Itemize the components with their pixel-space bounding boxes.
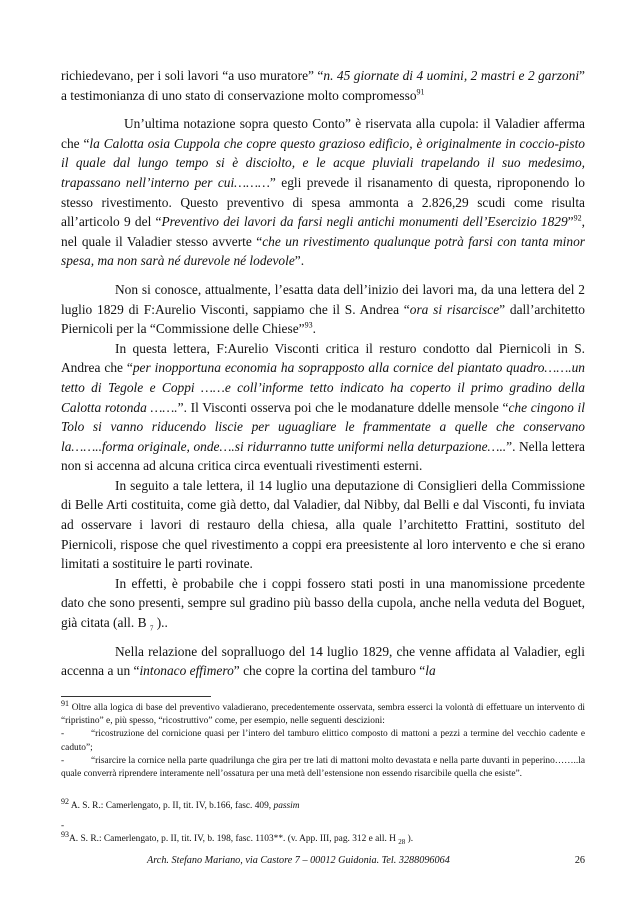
footnote-text: Oltre alla logica di base del preventivo valadierano, precedentemente osservata, sembra esserci la volontà di effettuare un intervento di “ripristino” e, più spesso, “ricostruttivo” come, per esempio, nelle seguenti descizioni: [61,703,585,727]
subscript: 28 [398,838,406,847]
paragraph-3 [61,280,585,339]
text-run: ” egli prevede il risanamento di questa, riproponendo lo stesso rivestimento. Questo preventivo di spesa ammonta a 2.826,29 scudi come risulta all’articolo 9 del “ [61,174,585,230]
quote: che un rivestimento qualunque potrà farsi con tanta minor spesa, ma non sarà né durevole né lodevole [61,233,585,269]
text-run: . [312,321,316,337]
paragraph-4 [61,339,585,476]
text-run: ” a testimonianza di uno stato di conservazione molto compromesso [61,68,585,103]
footnote-text: “ricostruzione del cornicione quasi per l’intero del tamburo elittico composto di mattoni a pezzi a termine del vecchio cadente e caduto”; [61,729,585,753]
quote: la Calotta osia Cuppola che copre questo grazioso edificio, è originalmente in coccio-pisto il quale dal lungo tempo si è disciolto, e le acque pluviali trapelando il suo medesimo, trapassano nell’interno per cui……… [61,135,586,190]
paragraph-1 [61,66,585,105]
paragraph-2 [61,114,585,271]
quote: che cingono il Tolo si vanno riducendo liscie per uguagliare le frammentate a quelle che conservano la……..forma originale, onde….si ridurranno tutte uniformi nella deturpazione….. [61,399,585,454]
footnote-number: 92 [61,796,69,806]
list-dash: - [61,729,65,740]
text-run: ”. Nella lettera non si accenna ad alcuna critica circa eventuali rivestimenti esterni. [61,438,586,474]
footnote-mark: - [61,821,65,831]
quote: n. 45 giornate di 4 uomini, 2 mastri e 2 garzoni [323,68,580,83]
text-run: ”. [294,253,305,269]
paragraph-7 [61,642,585,681]
subscript: 7 [149,624,154,633]
footnote-92 [61,796,585,813]
quote: per inopportuna economia ha soprapposto alla cornice del piantato quadro…….un tetto di Tegole e Coppi ……e coll’informe tetto indicato ha coperto il primo gradino della Calotta rotonda ……. [61,360,585,415]
text-run: Un’ultima notazione sopra questo Conto” è riservata alla cupola: il Valadier afferma che “ [61,116,585,151]
text-run: Nella relazione del sopralluogo del 14 luglio 1829, che venne affidata al Valadier, egli accenna a un “ [61,643,585,679]
footnote-number: 91 [61,698,69,708]
text-run: In questa lettera, F:Aurelio Visconti critica il resturo condotto dal Piernicoli in S. Andrea che “ [61,340,585,376]
footnote-text: A. S. R.: Camerlengato, p. II, tit. IV, b.166, fasc. 409, [69,801,274,811]
paragraph-5: In seguito a tale lettera, il 14 luglio una deputazione di Consiglieri della Commissione di Belle Arti costituita, come già detto, dal Valadier, dal Nibby, dal Belli e dal Visconti, fu inviata ad osservare i lavori di restauro della chiesa, alla quale l’architetto Frattini, sostituto del Piernicoli, rispose che quel rivestimento a coppi era preesistente al loro intervento e che si erano limitati a sostituire le parti rovinate. [61,477,585,572]
text-run: , nel quale il Valadier stesso avverte “ [61,214,585,249]
footnote-93 [61,820,585,846]
footnote-text: ). [405,834,414,845]
paragraph-6 [61,574,585,633]
main-text [61,66,585,681]
document-title: Preventivo dei lavori da farsi negli antichi monumenti dell’Esercizio 1829 [161,214,568,230]
list-dash: - [61,755,65,766]
quote: ora si risarcisce [409,301,500,317]
text-run: ”. Il Visconti osserva poi che le modanature ddelle mensole “ [177,399,509,415]
text-run: In effetti, è probabile che i coppi fossero stati posti in una manomissione prcedente dato che sono presenti, sempre sul gradino più basso della cupola, anche nella veduta del Boguet, già citata (all. B [61,575,585,631]
page-number: 26 [574,855,585,866]
text-run: ” dall’architetto Piernicoli per la “Commissione delle Chiese” [61,301,585,337]
text-run: ” che copre la cortina del tamburo “ [233,663,426,679]
text-run: ).. [153,615,168,631]
quote: la [425,663,436,679]
quote: intonaco effimero [139,663,234,679]
text-run: richiedevano, per i soli lavori “a uso muratore” “ [61,68,324,83]
footnote-ref[interactable]: 92 [573,213,582,223]
footnote-separator [61,696,211,697]
footer-address: Arch. Stefano Mariano, via Castore 7 – 00012 Guidonia. Tel. 3288096064 [147,855,450,866]
page-footer [61,855,585,869]
footnote-text: A. S. R.: Camerlengato, p. II, tit. IV, b. 198, fasc. 1103**. (v. App. III, pag. 312 e all. H [69,834,399,845]
text-run: Non si conosce, attualmente, l’esatta data dell’inizio dei lavori ma, da una lettera del 2 luglio 1829 di F:Aurelio Visconti, sappiamo che il S. Andrea “ [61,281,585,317]
footnote-number: 93 [61,830,69,840]
footnote-ref[interactable]: 93 [304,320,313,330]
text-run: ” [567,214,574,230]
footnote-91 [61,698,585,781]
footnote-text: “risarcire la cornice nella parte quadrilunga che gira per tre lati di mattoni molto devastata e nella parte duvanti in peperino……..la quale converrà riprendere interamente nell’ossatura per una metà dell’estensione non essendo risarcibile quella che esiste”. [61,755,585,780]
footnote-ref[interactable]: 91 [416,87,425,97]
footnote-text: passim [273,801,300,811]
